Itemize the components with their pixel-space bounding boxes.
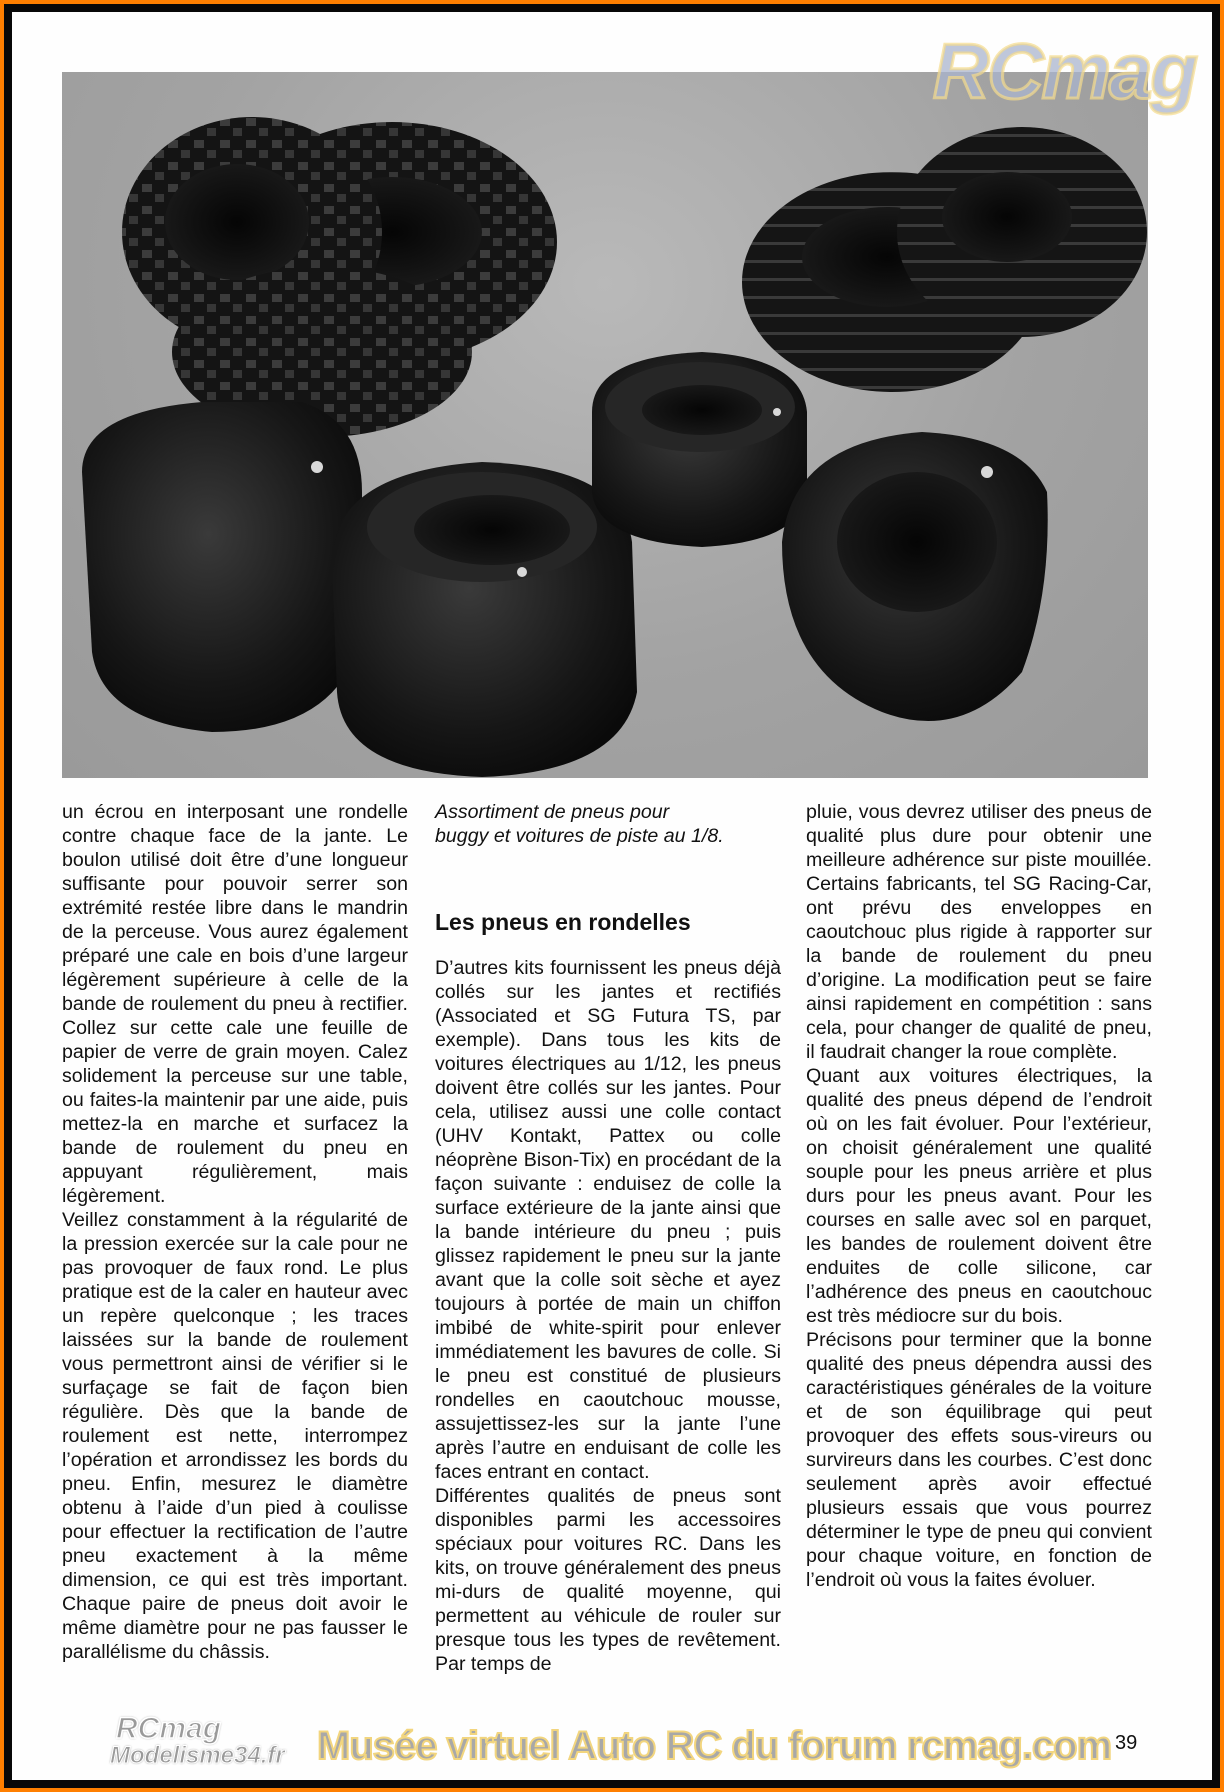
page-number: 39 bbox=[1115, 1732, 1138, 1754]
article-column-1 bbox=[62, 800, 408, 1664]
paragraph: Quant aux voitures électriques, la qualité des pneus dépend de l’endroit où on les fait évoluer. Pour l’extérieur, on choisit généralement une qualité souple pour les pneus arrière et plus durs pour les pneus avant. Pour les courses en salle avec sol en parquet, les bandes de roulement doivent être enduites de colle silicone, car l’adhérence des pneus en caoutchouc est très médiocre sur du bois. bbox=[806, 1065, 1152, 1327]
foam-tyre-small bbox=[592, 352, 807, 547]
photo-caption-line-1: Assortiment de pneus pour bbox=[435, 801, 670, 823]
magazine-page bbox=[12, 12, 1212, 1780]
paragraph: Différentes qualités de pneus sont disponibles parmi les accessoires spéciaux pour voitures RC. Dans les kits, on trouve généralement des pneus mi-durs de qualité moyenne, qui permettent au véhicule de rouler sur presque tous les types de revêtement. Par temps de bbox=[435, 1485, 781, 1675]
section-heading: Les pneus en rondelles bbox=[435, 909, 691, 935]
paragraph: Veillez constamment à la régularité de la pression exercée sur la cale pour ne pas provoquer de faux rond. Le plus pratique est de la caler en hauteur avec un repère quelconque ; les traces laissées sur la bande de roulement vous permettront ainsi de vérifier si le surfaçage se fait de façon bien régulière. Dès que la bande de roulement est nette, interrompez l’opération et arrondissez les bords du pneu. Enfin, mesurez le diamètre obtenu à l’aide d’un pied à coulisse pour effectuer la rectification de l’autre pneu exactement à la même dimension, ce qui est très important. Chaque paire de pneus doit avoir le même diamètre pour ne pas fausser le parallélisme du châssis. bbox=[62, 1209, 408, 1663]
grooved-tyre-front bbox=[897, 127, 1147, 337]
article-column-2 bbox=[435, 800, 781, 1676]
tyres-photo bbox=[62, 72, 1148, 778]
footer-watermark-logo bbox=[110, 1712, 320, 1772]
article-column-3 bbox=[806, 800, 1152, 1592]
foam-tyre-center bbox=[332, 462, 637, 777]
footer-watermark-banner: Musée virtuel Auto RC du forum rcmag.com bbox=[317, 1724, 1112, 1768]
foam-tyre-left bbox=[82, 402, 362, 732]
paragraph: D’autres kits fournissent les pneus déjà collés sur les jantes et rectifiés (Associated et SG Futura TS, par exemple). Dans tous les kits de voitures électriques au 1/12, les pneus doivent être collés sur les jantes. Pour cela, utilisez aussi une colle contact (UHV Kontakt, Pattex ou colle néoprène Bison-Tix) en procédant de la façon suivante : enduisez de colle la surface extérieure de la jante ainsi que la bande intérieure du pneu ; puis glissez rapidement le pneu sur la jante avant que la colle soit sèche et ayez toujours à portée de main un chiffon imbibé de white-spirit pour enlever immédiatement les bavures de colle. Si le pneu est constitué de plusieurs rondelles en caoutchouc mousse, assujettissez-les sur la jante l’une après l’autre en enduisant de colle les faces entrant en contact. bbox=[435, 957, 781, 1483]
paragraph: un écrou en interposant une rondelle contre chaque face de la jante. Le boulon utilisé doit être d’une longueur suffisante pour pouvoir serrer son extrémité restée libre dans le mandrin de la perceuse. Vous aurez également préparé une cale en bois d’une largeur légèrement supérieure à celle de la bande de roulement du pneu à rectifier. Collez sur cette cale une feuille de papier de verre de grain moyen. Calez solidement la perceuse sur une table, ou faites-la maintenir par une aide, puis mettez-la en marche et surfacez la bande de roulement du pneu en appuyant régulièrement, mais légèrement. bbox=[62, 801, 408, 1207]
paragraph: pluie, vous devrez utiliser des pneus de qualité plus dure pour obtenir une meilleure adhérence sur piste mouillée. Certains fabricants, tel SG Racing-Car, ont prévu des enveloppes en caoutchouc plus rigide à rapporter sur la bande de roulement du pneu d’origine. La modification peut se faire ainsi rapidement en compétition : sans cela, pour changer de qualité de pneu, il faudrait changer la roue complète. bbox=[806, 801, 1152, 1063]
paragraph: Précisons pour terminer que la bonne qualité des pneus dépendra aussi des caractéristiques générales de la voiture et de son équilibrage qui peut provoquer des effets sous-vireurs ou survireurs dans les courbes. C’est donc seulement après avoir effectué plusieurs essais que vous pourrez déterminer le type de pneu qui convient pour chaque voiture, en fonction de l’endroit où vous la faites évoluer. bbox=[806, 1329, 1152, 1591]
rcmag-watermark-logo: RCmag bbox=[932, 27, 1196, 115]
tyres-illustration bbox=[62, 72, 1148, 778]
footer-logo-site: Modelisme34.fr bbox=[110, 1742, 285, 1769]
photo-caption-line-2: buggy et voitures de piste au 1/8. bbox=[435, 825, 724, 847]
foam-tyre-right bbox=[782, 432, 1048, 721]
footer-logo-rcmag: RCmag bbox=[116, 1712, 222, 1745]
